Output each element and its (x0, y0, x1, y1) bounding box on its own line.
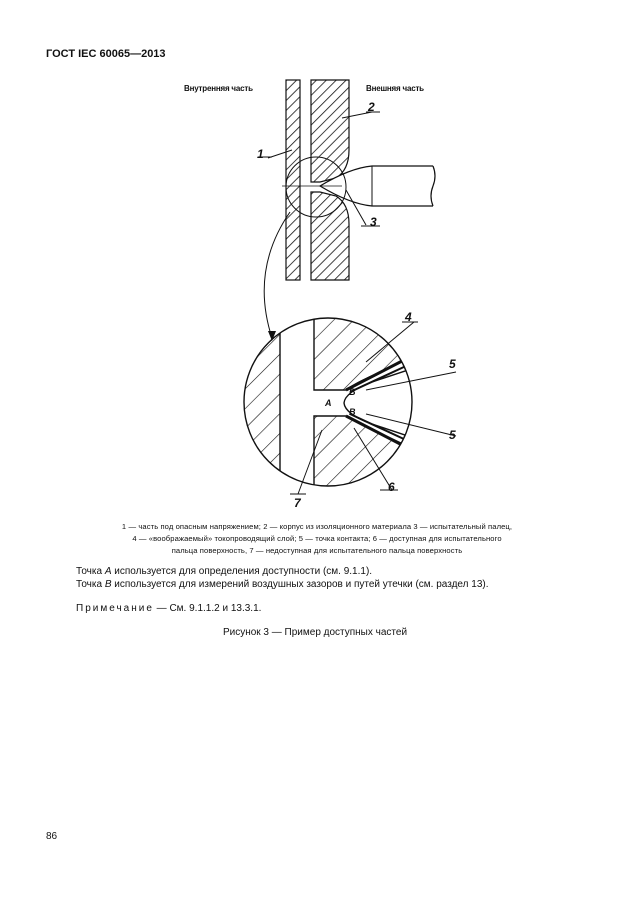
point-b-top-label: B (349, 387, 356, 397)
text-fragment: используется для определения доступности (см. 9.1.1). (111, 566, 373, 577)
upper-cross-section (258, 80, 435, 341)
note-label: Примечание (76, 603, 154, 614)
callout-6: 6 (388, 480, 395, 494)
callout-2: 2 (368, 100, 375, 114)
point-a-label: A (325, 398, 332, 408)
paragraph-point-a (76, 566, 372, 577)
legend-line-2: 4 — «воображаемый» токопроводящий слой; 5 — точка контакта; 6 — доступная для испытательного (132, 534, 502, 543)
figure-caption: Рисунок 3 — Пример доступных частей (222, 627, 408, 638)
legend-line-1: 1 — часть под опасным напряжением; 2 — корпус из изоляционного материала 3 — испытательный палец, (121, 522, 513, 531)
callout-7: 7 (294, 496, 301, 510)
callout-4: 4 (405, 310, 412, 324)
paragraph-note (76, 603, 261, 614)
label-outer-part: Внешняя часть (366, 84, 424, 93)
zoom-detail (240, 310, 456, 500)
text-fragment: Точка (76, 566, 105, 577)
text-fragment: Точка (76, 579, 105, 590)
figure-legend (62, 521, 572, 557)
note-text: — См. 9.1.1.2 и 13.3.1. (153, 603, 262, 614)
page-number: 86 (46, 831, 58, 842)
callout-5-top: 5 (449, 357, 456, 371)
point-b-bottom-label: B (349, 407, 356, 417)
callout-5-bottom: 5 (449, 428, 456, 442)
callout-3: 3 (370, 215, 377, 229)
text-fragment: А (104, 566, 112, 577)
label-inner-part: Внутренняя часть (184, 84, 253, 93)
document-header: ГОСТ IEC 60065—2013 (46, 48, 166, 60)
callout-1: 1 (257, 147, 264, 161)
text-fragment: В (104, 579, 112, 590)
paragraph-point-b (76, 579, 489, 590)
legend-line-3: пальца поверхность, 7 — недоступная для испытательного пальца поверхность (171, 546, 463, 555)
text-fragment: используется для измерений воздушных зазоров и путей утечки (см. раздел 13). (111, 579, 489, 590)
